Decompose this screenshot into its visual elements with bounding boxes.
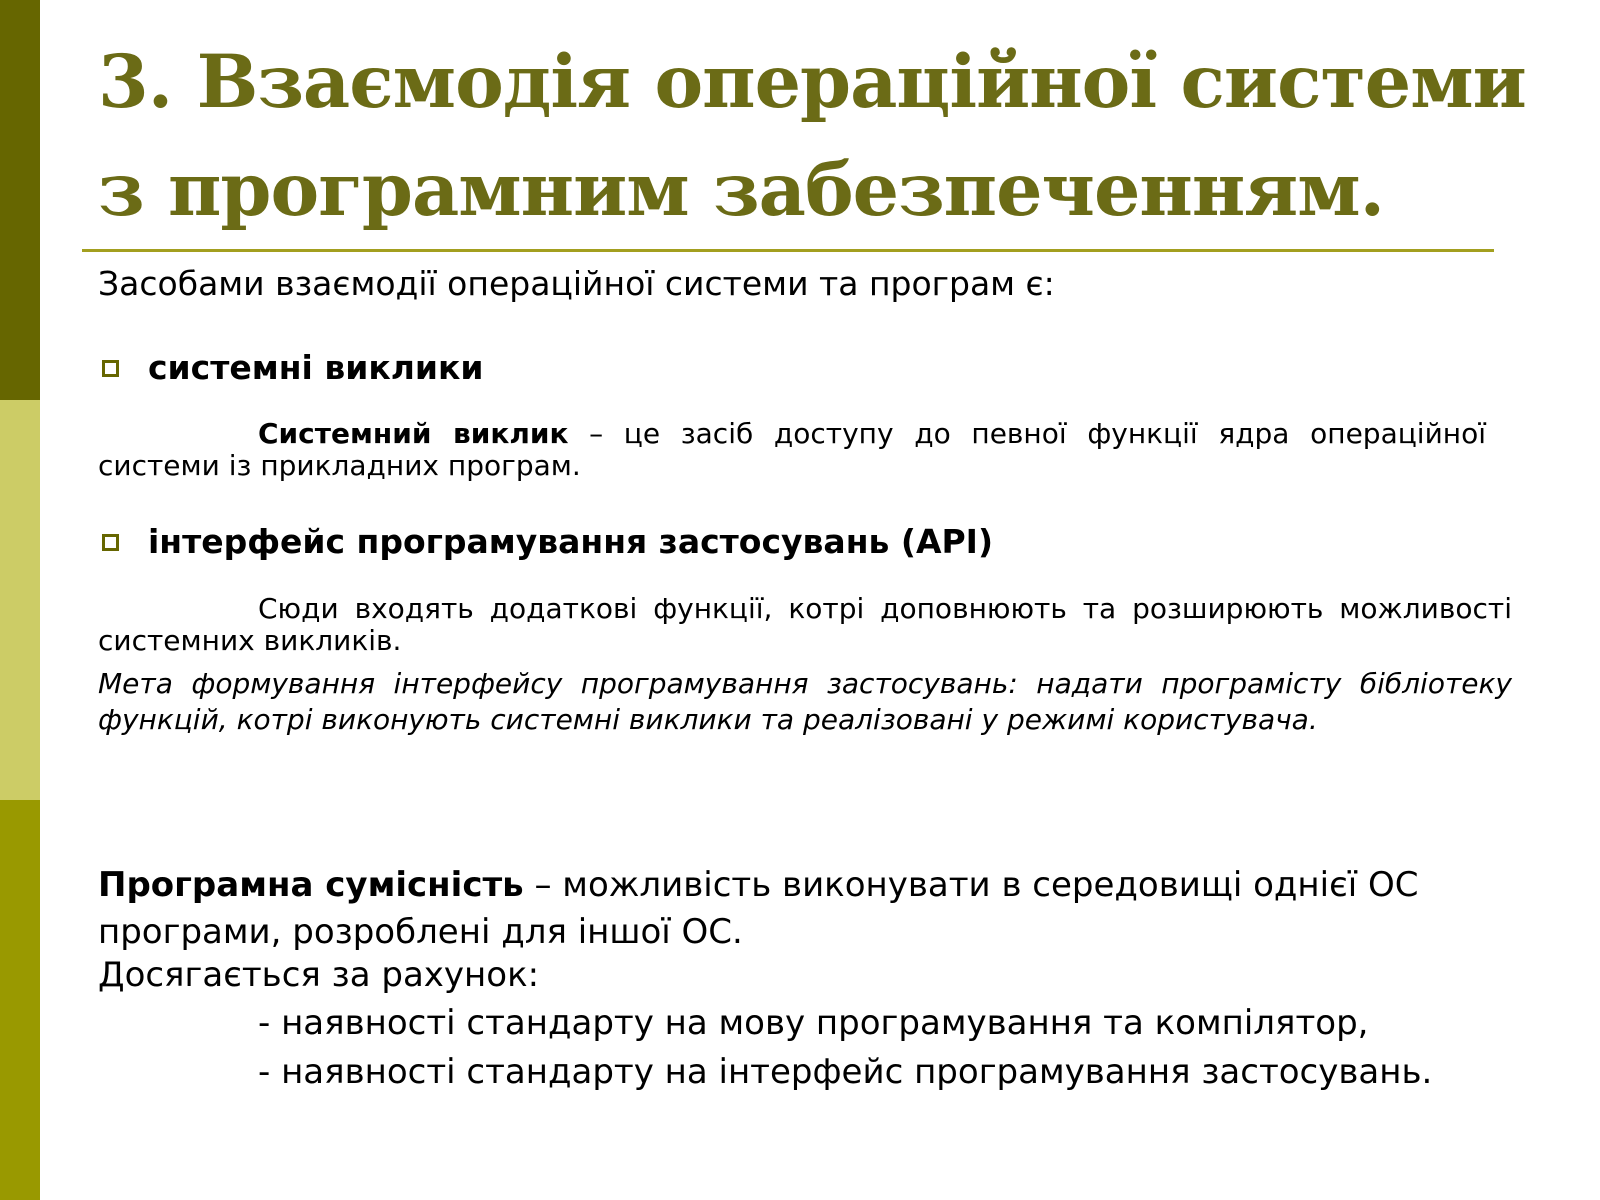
side-bar-middle <box>0 400 40 800</box>
system-call-definition <box>98 418 1486 482</box>
list-item: - наявності стандарту на мову програмування та компілятор, <box>258 1003 1369 1043</box>
intro-text: Засобами взаємодії операційної системи та програм є: <box>98 264 1055 303</box>
description: Сюди входять додаткові функції, котрі доповнюють та розширюють можливості системних викликів. <box>98 592 1512 657</box>
slide-title: 3. Взаємодія операційної системи з програмним забезпеченням. <box>98 39 1526 233</box>
api-goal: Мета формування інтерфейсу програмування застосувань: надати програмісту бібліотеку функцій, котрі виконують системні виклики та реалізовані у режимі користувача. <box>98 667 1512 736</box>
compatibility-definition <box>98 862 1518 956</box>
bullet-label: інтерфейс програмування застосувань (API) <box>148 522 994 561</box>
list-item: - наявності стандарту на інтерфейс програмування застосувань. <box>258 1052 1433 1092</box>
term: Програмна сумісність <box>98 865 524 905</box>
title-divider <box>82 249 1494 252</box>
api-description <box>98 593 1512 657</box>
definition: – це засіб доступу до певної функції ядра операційної системи із прикладних програм. <box>98 417 1486 482</box>
achieved-by-text: Досягається за рахунок: <box>98 955 540 995</box>
square-bullet-icon <box>102 360 119 377</box>
definition: – можливість виконувати в середовищі однієї ОС програми, розроблені для іншої ОС. <box>98 865 1419 952</box>
side-bar-top <box>0 0 40 400</box>
term: Системний виклик <box>258 417 569 450</box>
side-bar-bottom <box>0 800 40 1200</box>
bullet-label: системні виклики <box>148 348 484 387</box>
square-bullet-icon <box>102 534 119 551</box>
